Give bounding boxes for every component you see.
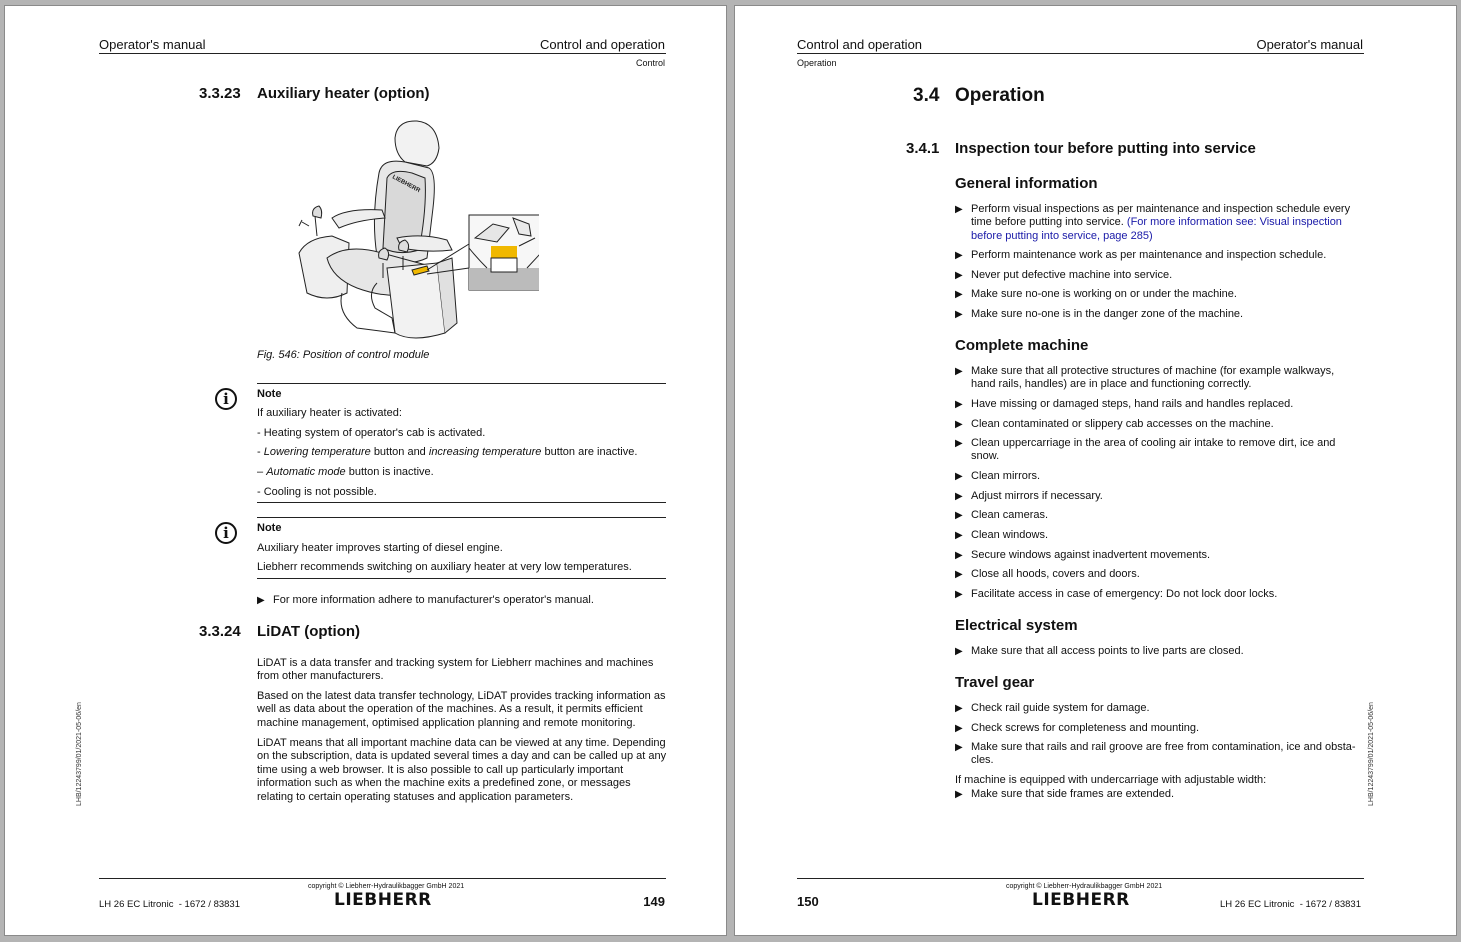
- list-item: ▶ Check screws for completeness and mounting.: [955, 722, 1365, 735]
- list-item: ▶ Make sure that side frames are extended.: [955, 788, 1365, 801]
- note-italic: Automatic mode: [266, 466, 346, 478]
- section-number: 3.4: [913, 85, 940, 106]
- note-text: button are inactive.: [544, 446, 638, 458]
- note-bottom-rule: [257, 578, 666, 579]
- section-title: LiDAT (option): [257, 623, 361, 640]
- seat-badge-text: LIEBHERR: [391, 174, 421, 195]
- note-italic: increasing temperature: [428, 446, 542, 458]
- list-item: ▶ Make sure that rails and rail groove are free from contamination, ice and obsta-cles.: [955, 741, 1367, 768]
- list-item: ▶ Clean cameras.: [955, 509, 1365, 522]
- list-item: ▶ Make sure no-one is working on or under the machine.: [955, 288, 1365, 301]
- list-item: ▶ Perform maintenance work as per maintenance and inspection schedule.: [955, 249, 1365, 262]
- side-document-code: LHB/12243799/01/2021-05-06/en: [76, 702, 83, 806]
- list-item: ▶ Check rail guide system for damage.: [955, 702, 1365, 715]
- list-item-text: Perform visual inspections as per maintenance and inspection schedule every time before putting into service.: [971, 203, 1351, 229]
- footer-model: LH 26 EC Litronic - 1672 / 83831: [99, 899, 241, 910]
- liebherr-logo: LIEBHERR: [334, 890, 432, 910]
- footer-rule: [797, 878, 1364, 879]
- note-title: Note: [257, 388, 282, 400]
- footer-rule: [99, 878, 666, 879]
- list-item: ▶ Clean contaminated or slippery cab accesses on the machine.: [955, 418, 1365, 431]
- list-item: ▶ Make sure that all protective structures of machine (for example walkways, hand rails, handles) are in place and functioning correctly.: [955, 365, 1345, 392]
- note-line: - Cooling is not possible.: [257, 486, 377, 498]
- cross-reference-link[interactable]: (For more information see: Visual inspection before putting into service, page 285): [971, 216, 1342, 242]
- page-149: [4, 5, 727, 936]
- page-number: 150: [797, 894, 819, 909]
- section-heading-3-4: [913, 85, 1045, 107]
- list-item: ▶ Make sure that all access points to live parts are closed.: [955, 645, 1365, 658]
- section-title: Inspection tour before putting into service: [955, 140, 1256, 157]
- section-title: Auxiliary heater (option): [257, 85, 430, 102]
- header-left: Operator's manual: [99, 37, 206, 52]
- list-item: ▶ Facilitate access in case of emergency: Do not lock door locks.: [955, 588, 1365, 601]
- subheading-electrical-system: Electrical system: [955, 617, 1078, 634]
- info-icon: i: [215, 522, 237, 544]
- list-item: ▶ Adjust mirrors if necessary.: [955, 490, 1365, 503]
- note-line: Liebherr recommends switching on auxiliary heater at very low temperatures.: [257, 561, 632, 573]
- note-top-rule: [257, 383, 666, 384]
- header-right: Operator's manual: [1256, 37, 1363, 52]
- lidat-paragraph: LiDAT is a data transfer and tracking system for Liebherr machines and machines from other manufacturers.: [257, 657, 654, 683]
- list-item: ▶ Secure windows against inadvertent movements.: [955, 549, 1365, 562]
- subheading-travel-gear: Travel gear: [955, 674, 1035, 691]
- note-line: If auxiliary heater is activated:: [257, 407, 402, 419]
- note-dash: -: [257, 446, 264, 458]
- section-heading-3-4-1: [906, 140, 1256, 157]
- header-rule: [99, 53, 666, 54]
- lidat-paragraph: LiDAT means that all important machine data can be viewed at any time. Depending on the subscription, data is updated several times a day and can be called up at any time using a web browser. It is also possible to call up particularly important information such as when the machine exits a predefined zone, or messages relating to certain operating statuses and application parameters.: [257, 737, 667, 803]
- note-text: button and: [373, 446, 426, 458]
- section-heading-3-3-24: [199, 623, 361, 640]
- zoom-highlight: [491, 246, 517, 258]
- note-italic: Lowering temperature: [263, 446, 371, 458]
- section-number: 3.4.1: [906, 140, 940, 157]
- condition-text: If machine is equipped with undercarriage with adjustable width:: [955, 774, 1267, 786]
- liebherr-logo: LIEBHERR: [1032, 890, 1130, 910]
- list-item: ▶ Never put defective machine into service.: [955, 269, 1365, 282]
- page-150: [734, 5, 1457, 936]
- list-item: [955, 203, 1365, 243]
- list-item: ▶ Clean mirrors.: [955, 470, 1365, 483]
- header-left: Control and operation: [797, 37, 923, 52]
- note-text: button is inactive.: [348, 466, 434, 478]
- copyright: copyright © Liebherr-Hydraulikbagger GmbH 2021: [1006, 883, 1163, 890]
- list-item: ▶ Make sure no-one is in the danger zone of the machine.: [955, 308, 1365, 321]
- header-sub: Control: [635, 58, 665, 68]
- section-title: Operation: [955, 85, 1045, 106]
- subheading-complete-machine: Complete machine: [955, 337, 1089, 354]
- list-item: ▶ Clean windows.: [955, 529, 1365, 542]
- list-item: ▶ Have missing or damaged steps, hand rails and handles replaced.: [955, 398, 1365, 411]
- note-title: Note: [257, 522, 282, 534]
- seat-figure: [287, 118, 539, 343]
- lidat-paragraph: Based on the latest data transfer technology, LiDAT provides tracking information as well as data about the operation of the machines. As a result, it permits efficient machine management, optimised application planning and remote monitoring.: [257, 690, 666, 729]
- header-rule: [797, 53, 1364, 54]
- footer-model: LH 26 EC Litronic - 1672 / 83831: [1219, 899, 1361, 910]
- note-line: - Heating system of operator's cab is activated.: [257, 427, 486, 439]
- note-line: [257, 466, 434, 479]
- side-document-code: LHB/12243799/01/2021-05-06/en: [1368, 702, 1375, 806]
- action-item: ▶ For more information adhere to manufacturer's operator's manual.: [257, 594, 667, 607]
- figure-caption: Fig. 546: Position of control module: [257, 349, 430, 361]
- note-bottom-rule: [257, 502, 666, 503]
- subheading-general-information: General information: [955, 175, 1098, 192]
- note-top-rule: [257, 517, 666, 518]
- header-right: Control and operation: [539, 37, 665, 52]
- section-number: 3.3.23: [199, 85, 241, 102]
- note-line: Auxiliary heater improves starting of diesel engine.: [257, 542, 503, 554]
- copyright: copyright © Liebherr-Hydraulikbagger GmbH 2021: [308, 883, 465, 890]
- page-number: 149: [643, 894, 665, 909]
- info-icon: i: [215, 388, 237, 410]
- section-heading-3-3-23: [199, 85, 430, 102]
- note-dash: –: [257, 466, 267, 478]
- list-item: ▶ Close all hoods, covers and doors.: [955, 568, 1365, 581]
- header-sub: Operation: [797, 58, 837, 68]
- list-item: ▶ Clean uppercarriage in the area of cooling air intake to remove dirt, ice and snow.: [955, 437, 1355, 464]
- section-number: 3.3.24: [199, 623, 241, 640]
- note-line: [257, 446, 637, 459]
